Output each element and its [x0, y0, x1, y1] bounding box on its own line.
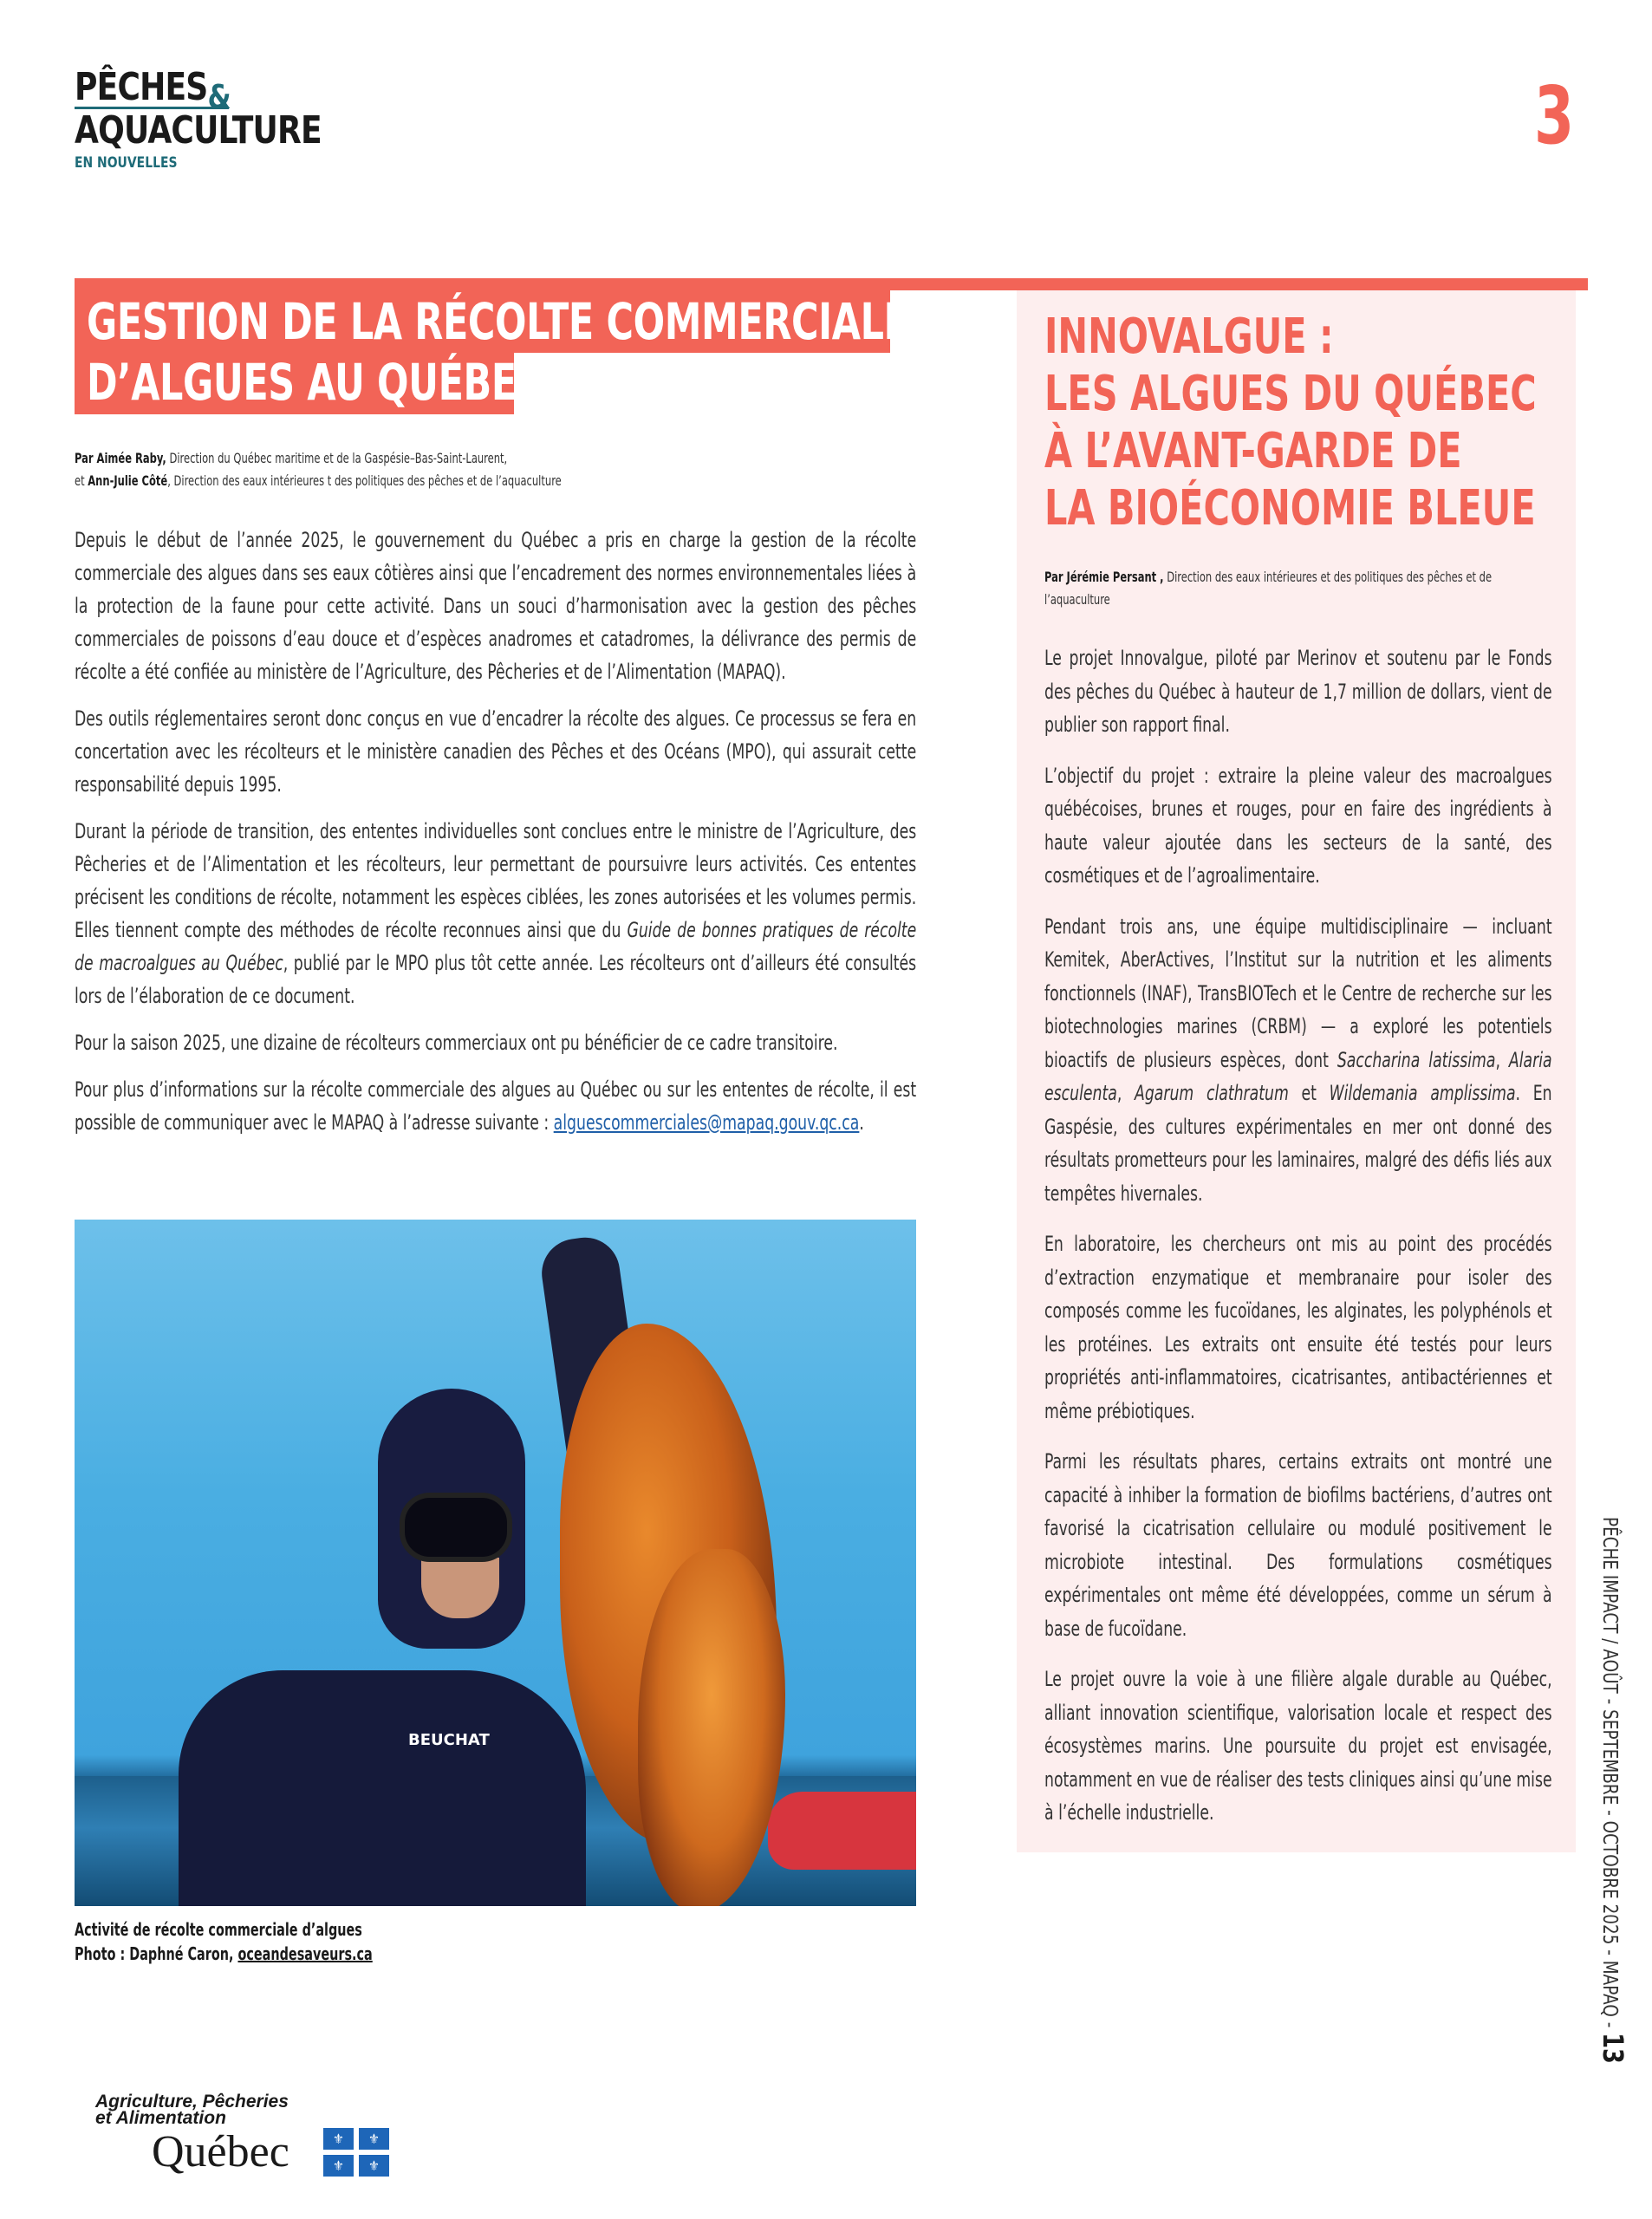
photo-diver-face [421, 1558, 499, 1618]
sidebar-title-line: LES ALGUES DU QUÉBEC [1044, 366, 1537, 422]
sidebar-article-body [1044, 641, 1552, 1847]
photo-suit-brand: BEUCHAT [408, 1731, 490, 1749]
photo-diver-body [179, 1670, 586, 1906]
fleur-de-lis-icon: ⚜ [359, 2155, 389, 2177]
paragraph [75, 1073, 916, 1139]
logo-word-peches: PÊCHES [75, 65, 208, 109]
paragraph-text: Durant la période de transition, des ententes individuelles sont conclues entre le ministre de l’Agriculture, des Pêcheries et de l’Alimentation et les récolteurs, leur permettant de poursuivre leurs activités. Ces ententes précisent les conditions de récolte, notamment les espèces ciblées, les zones autorisées et les volumes permis. Elles tiennent compte des méthodes de récolte reconnues ainsi que du [75, 819, 917, 942]
email-link[interactable]: alguescommerciales@mapaq.gouv.qc.ca [553, 1110, 860, 1135]
fleur-de-lis-icon: ⚜ [323, 2128, 354, 2150]
guide-title: Guide de bonnes pratiques de récolte de macroalgues au Québec [75, 918, 917, 975]
species-name: Agarum clathratum [1135, 1081, 1289, 1105]
caption-line1: Activité de récolte commerciale d’algues [75, 1919, 362, 1940]
byline-prefix: Par [75, 450, 97, 466]
author-name: Jérémie Persant , [1066, 569, 1164, 585]
photo-credit-link[interactable]: oceandesaveurs.ca [237, 1943, 373, 1964]
species-name: Wildemania amplissima [1329, 1081, 1516, 1105]
byline-prefix: Par [1044, 569, 1067, 585]
title-line1: GESTION DE LA RÉCOLTE COMMERCIALE [87, 292, 909, 351]
sidebar-title-line: À L’AVANT-GARDE DE [1044, 423, 1462, 479]
main-article-title [87, 291, 909, 413]
main-article-byline [75, 447, 699, 492]
publication-logo [75, 65, 335, 172]
paragraph: L’objectif du projet : extraire la pleine valeur des macroalgues québécoises, brunes et rouges, pour en faire des ingrédients à haute valeur ajoutée dans les secteurs de la santé, des cosmétiques et de l’agroalimentaire. [1044, 763, 1552, 888]
quebec-flag-icon [323, 2128, 389, 2177]
author-affiliation: , Direction des eaux intérieures t des politiques des pêches et de l’aquaculture [167, 472, 562, 489]
sidebar-article-byline [1044, 566, 1544, 611]
main-article-body [75, 524, 916, 1153]
sidebar-article-title [1044, 309, 1537, 537]
photo-boat [768, 1792, 916, 1870]
paragraph: Des outils réglementaires seront donc conçus en vue d’encadrer la récolte des algues. Ce processus se fera en concertation avec les récolteurs et le ministère canadien des Pêches et des Océans (MPO), qui assurait cette responsabilité depuis 1995. [75, 706, 917, 797]
logo-line-aquaculture: AQUACULTURE [75, 108, 322, 153]
species-name: Saccharina latissima [1337, 1047, 1496, 1072]
department-line1: Agriculture, Pêcheries [95, 2092, 289, 2112]
paragraph-text: Pour plus d’informations sur la récolte commerciale des algues au Québec ou sur les ententes de récolte, il est possible de communiquer avec le MAPAQ à l’adresse suivante : [75, 1077, 917, 1135]
paragraph: En laboratoire, les chercheurs ont mis au point des procédés d’extraction enzymatique et membranaire pour isoler des composés comme les fucoïdanes, les alginates, les polyphénols et les protéines. Les extraits ont ensuite été testés pour leurs propriétés anti-inflammatoires, cicatrisantes, antibactériennes et même prébiotiques. [1044, 1232, 1552, 1423]
logo-line-en-nouvelles: EN NOUVELLES [75, 154, 178, 172]
separator: , [1116, 1081, 1135, 1105]
paragraph: Le projet Innovalgue, piloté par Merinov et soutenu par le Fonds des pêches du Québec à hauteur de 1,7 million de dollars, vient de publier son rapport final. [1044, 646, 1552, 737]
author-name: Aimée Raby, [96, 450, 166, 466]
issue-info-vertical [1597, 1517, 1629, 2201]
caption-credit: Photo : Daphné Caron, [75, 1943, 238, 1964]
page-number: 13 [1597, 2033, 1629, 2064]
byline-prefix: et [75, 472, 88, 489]
paragraph-text: . En Gaspésie, des cultures expérimentales en mer ont donné des résultats prometteurs pour les laminaires, malgré des défis liés aux tempêtes hivernales. [1044, 1081, 1552, 1206]
issue-info-text: PÊCHE IMPACT / AOÛT - SEPTEMBRE - OCTOBRE 2025 - MAPAQ - [1598, 1517, 1621, 2034]
paragraph [75, 815, 916, 1012]
separator: , [1495, 1047, 1509, 1072]
paragraph: Depuis le début de l’année 2025, le gouvernement du Québec a pris en charge la gestion de la récolte commerciale des algues dans ses eaux côtières ainsi que l’encadrement des normes environnementales liées à la protection de la faune pour cette activité. Dans un souci d’harmonisation avec la gestion des pêches commerciales de poissons d’eau douce et d’espèces anadromes et catadromes, la délivrance des permis de récolte a été confiée au ministère de l’Agriculture, des Pêcheries et de l’Alimentation (MAPAQ). [75, 528, 917, 684]
logo-ampersand: & [207, 78, 231, 116]
separator: et [1288, 1081, 1330, 1105]
fleur-de-lis-icon: ⚜ [359, 2128, 389, 2150]
paragraph-text: Pendant trois ans, une équipe multidisciplinaire — incluant Kemitek, AberActives, l’Institut sur la nutrition et les aliments fonctionnels (INAF), TransBIOTech et le Centre de recherche sur les biotechnologies marines (CRBM) — a exploré les potentiels bioactifs de plusieurs espèces, dont [1044, 914, 1552, 1072]
paragraph: Pour la saison 2025, une dizaine de récolteurs commerciaux ont pu bénéficier de ce cadre transitoire. [75, 1031, 838, 1055]
paragraph: Le projet ouvre la voie à une filière algale durable au Québec, alliant innovation scientifique, valorisation locale et respect des écosystèmes marins. Une poursuite du projet est envisagée, notamment en vue de réaliser des tests cliniques ainsi qu’une mise à l’échelle industrielle. [1044, 1667, 1552, 1825]
sidebar-title-line: INNOVALGUE : [1044, 309, 1334, 365]
paragraph [1044, 910, 1552, 1211]
paragraph-text: , publié par le MPO plus tôt cette année. Les récolteurs ont d’ailleurs été consultés lors de l’élaboration de ce document. [75, 951, 917, 1008]
quebec-wordmark: Québec [152, 2127, 289, 2177]
department-name [95, 2093, 407, 2126]
species-name: Alaria esculenta [1044, 1047, 1552, 1105]
title-line2: D’ALGUES AU QUÉBEC [87, 353, 543, 412]
photo-dive-mask [400, 1493, 512, 1562]
section-number: 3 [1534, 69, 1575, 162]
quebec-government-logo [95, 2093, 407, 2189]
author-affiliation: Direction des eaux intérieures et des politiques des pêches et de l’aquaculture [1044, 569, 1493, 608]
sidebar-title-line: LA BIOÉCONOMIE BLEUE [1044, 480, 1536, 537]
author-name: Ann-Julie Côté [88, 472, 168, 489]
paragraph-text: . [859, 1110, 864, 1135]
article-photo [75, 1220, 916, 1906]
department-line2: et Alimentation [95, 2108, 226, 2128]
logo-line-peches [75, 65, 288, 116]
fleur-de-lis-icon: ⚜ [323, 2155, 354, 2177]
paragraph: Parmi les résultats phares, certains extraits ont montré une capacité à inhiber la formation de biofilms bactériens, d’autres ont favorisé la cicatrisation cellulaire ou modulé positivement le microbiote intestinal. Des formulations cosmétiques expérimentales ont même été développées, comme un sérum à base de fucoïdane. [1044, 1449, 1552, 1641]
photo-caption [75, 1917, 373, 1966]
author-affiliation: Direction du Québec maritime et de la Gaspésie–Bas-Saint-Laurent, [166, 450, 508, 466]
